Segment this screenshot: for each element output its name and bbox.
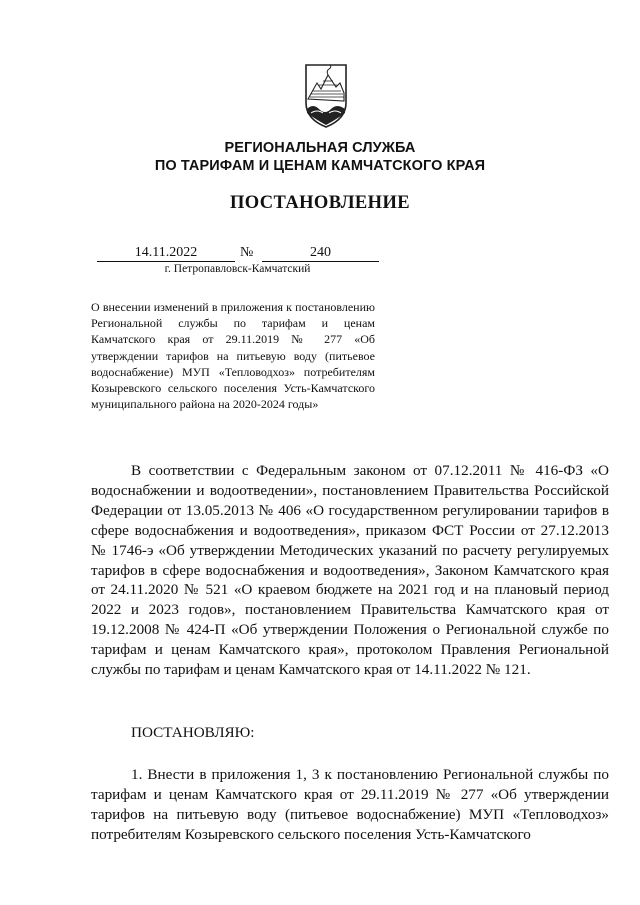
document-place: г. Петропавловск-Камчатский xyxy=(164,263,311,275)
organization-name-line-2: ПО ТАРИФАМ И ЦЕНАМ КАМЧАТСКОГО КРАЯ xyxy=(154,158,486,174)
number-sign: № xyxy=(240,245,254,260)
resolve-heading: ПОСТАНОВЛЯЮ: xyxy=(131,724,255,741)
document-number: 240 xyxy=(262,245,379,262)
document-type-title: ПОСТАНОВЛЕНИЕ xyxy=(229,193,410,213)
kamchatka-coat-of-arms-icon xyxy=(303,63,349,129)
preamble-paragraph: В соответствии с Федеральным законом от 07.12.2011 № 416-ФЗ «О водоснабжении и водоотведении», постановлением Правительства Российской Федерации от 13.05.2013 № 406 «О государственном регулировании тарифов в сфере водоснабжения и водоотведения», приказом ФСТ России от 27.12.2013 № 1746-э «Об утверждении Методических указаний по расчету регулируемых тарифов в сфере водоснабжения и водоотведения», Законом Камчатского края от 24.11.2020 № 521 «О краевом бюджете на 2021 год и на плановый период 2022 и 2023 годов», постановлением Правительства Камчатского края от 19.12.2008 № 424-П «Об утверждении Положения о Региональной службе по тарифам и ценам Камчатского края», протоколом Правления Региональной службы по тарифам и ценам Камчатского края от 14.11.2022 № 121. xyxy=(91,462,609,679)
document-date: 14.11.2022 xyxy=(97,245,235,262)
document-subject: О внесении изменений в приложения к постановлению Региональной службы по тарифам и ценам Камчатского края от 29.11.2019 № 277 «Об утверждении тарифов на питьевую воду (питьевое водоснабжение) МУП «Тепловодхоз» потребителям Козыревского сельского поселения Усть-Камчатского муниципального района на 2020-2024 годы» xyxy=(91,300,375,412)
organization-name-line-1: РЕГИОНАЛЬНАЯ СЛУЖБА xyxy=(224,140,416,156)
item-1-paragraph: 1. Внести в приложения 1, 3 к постановлению Региональной службы по тарифам и ценам Камчатского края от 29.11.2019 № 277 «Об утверждении тарифов на питьевую воду (питьевое водоснабжение) МУП «Тепловодхоз» потребителям Козыревского сельского поселения Усть-Камчатского xyxy=(91,766,609,843)
